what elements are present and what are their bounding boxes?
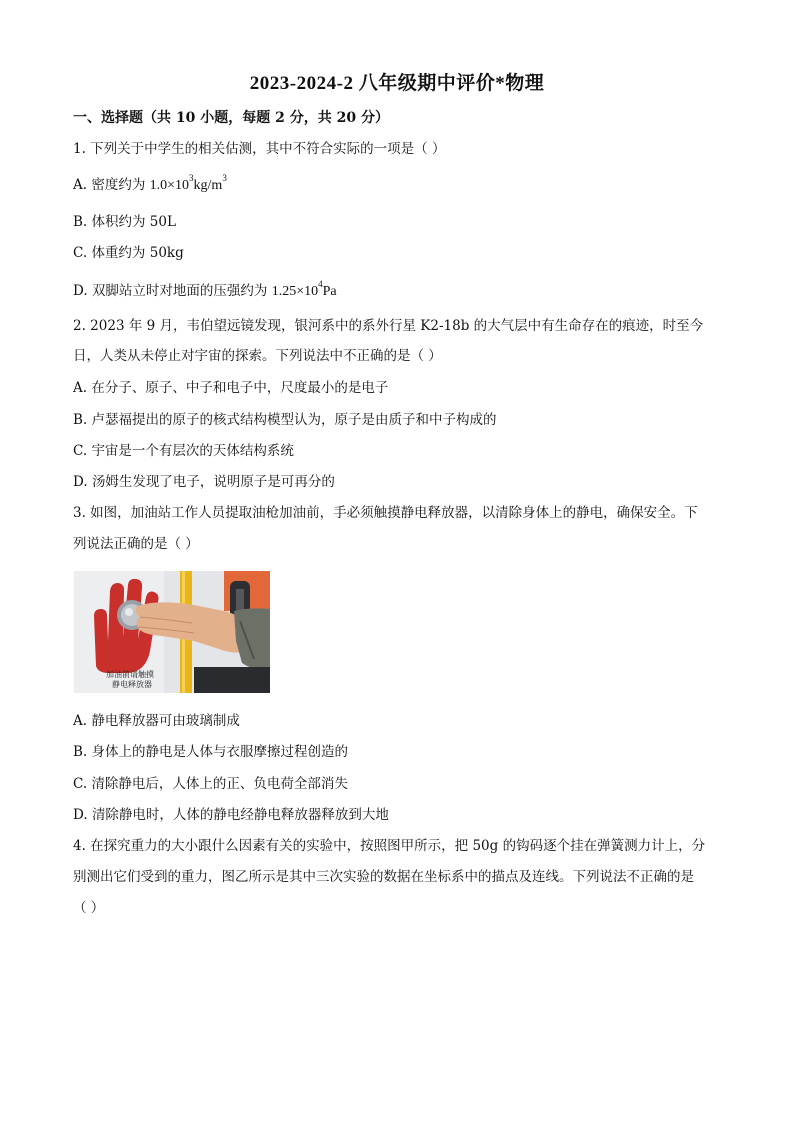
question-1-option-c xyxy=(73,243,733,263)
sign-text-line-1: 加油前请触摸 xyxy=(106,670,154,679)
question-3-stem-line-2: 列说法正确的是（ ） xyxy=(73,536,199,552)
option-label: B. xyxy=(73,412,88,428)
option-text: 体积约为 50L xyxy=(91,214,176,230)
sign-text-line-2: 静电释放器 xyxy=(112,680,152,689)
question-4-stem-line-3: （ ） xyxy=(73,900,105,916)
question-4-stem-line-2: 别测出它们受到的重力，图乙所示是其中三次实验的数据在坐标系中的描点及连线。下列说法不正确的是 xyxy=(73,869,694,885)
question-1-stem: 1. 下列关于中学生的相关估测，其中不符合实际的一项是（ ） xyxy=(73,141,446,157)
option-text: 宇宙是一个有层次的天体结构系统 xyxy=(91,443,294,459)
density-value: $1.0\times 10^3kg/m^3$ xyxy=(149,173,227,193)
option-text: 在分子、原子、中子和电子中，尺度最小的是电子 xyxy=(91,380,389,396)
question-2-option-a xyxy=(73,378,733,398)
option-label: C. xyxy=(73,776,88,792)
option-label: B. xyxy=(73,214,88,230)
option-text: 身体上的静电是人体与衣服摩擦过程创造的 xyxy=(91,744,349,760)
question-2-stem-line-1: 2. 2023 年 9 月，韦伯望远镜发现，银河系中的系外行星 K2-18b 的大气层中有生命存在的痕迹，时至今 xyxy=(73,318,704,334)
option-label: A. xyxy=(73,713,88,729)
question-3-option-c xyxy=(73,774,733,794)
option-label: A. xyxy=(73,177,88,193)
option-text: 密度约为 xyxy=(91,177,146,193)
question-4-stem-line-1: 4. 在探究重力的大小跟什么因素有关的实验中，按照图甲所示，把 50g 的钩码逐个挂在弹簧测力计上，分 xyxy=(73,838,706,854)
option-text: 体重约为 50kg xyxy=(91,245,184,261)
question-1-option-b xyxy=(73,212,733,232)
option-text: 汤姆生发现了电子，说明原子是可再分的 xyxy=(91,474,335,490)
question-3-option-d xyxy=(73,805,733,825)
question-3-option-b xyxy=(73,742,733,762)
option-text: 清除静电时，人体的静电经静电释放器释放到大地 xyxy=(91,807,389,823)
question-2-option-d xyxy=(73,472,733,492)
question-1-option-d xyxy=(73,281,733,302)
option-label: D. xyxy=(73,474,88,490)
option-text: 静电释放器可由玻璃制成 xyxy=(91,713,240,729)
pressure-value: $1.25\times 10^4Pa$ xyxy=(271,279,337,299)
static-discharger-photo xyxy=(74,571,270,693)
section-heading: 一、选择题（共 10 小题，每题 2 分，共 20 分） xyxy=(73,110,389,126)
question-3-stem-line-1: 3. 如图，加油站工作人员提取油枪加油前，手必须触摸静电释放器，以清除身体上的静电，确保安全。下 xyxy=(73,505,698,521)
option-text: 卢瑟福提出的原子的核式结构模型认为，原子是由质子和中子构成的 xyxy=(91,412,497,428)
option-label: C. xyxy=(73,443,88,459)
option-text: 双脚站立时对地面的压强约为 xyxy=(91,283,268,299)
option-label: B. xyxy=(73,744,88,760)
option-label: D. xyxy=(73,283,88,299)
question-2-option-c xyxy=(73,441,733,461)
page-title: 2023-2024-2 八年级期中评价*物理 xyxy=(249,73,545,94)
question-2-stem-line-2: 日，人类从未停止对宇宙的探索。下列说法中不正确的是（ ） xyxy=(73,348,442,364)
question-3-option-a xyxy=(73,711,733,731)
question-2-option-b xyxy=(73,410,733,430)
option-label: C. xyxy=(73,245,88,261)
option-label: D. xyxy=(73,807,88,823)
question-1-option-a xyxy=(73,175,733,196)
option-text: 清除静电后，人体上的正、负电荷全部消失 xyxy=(91,776,348,792)
option-label: A. xyxy=(73,380,88,396)
